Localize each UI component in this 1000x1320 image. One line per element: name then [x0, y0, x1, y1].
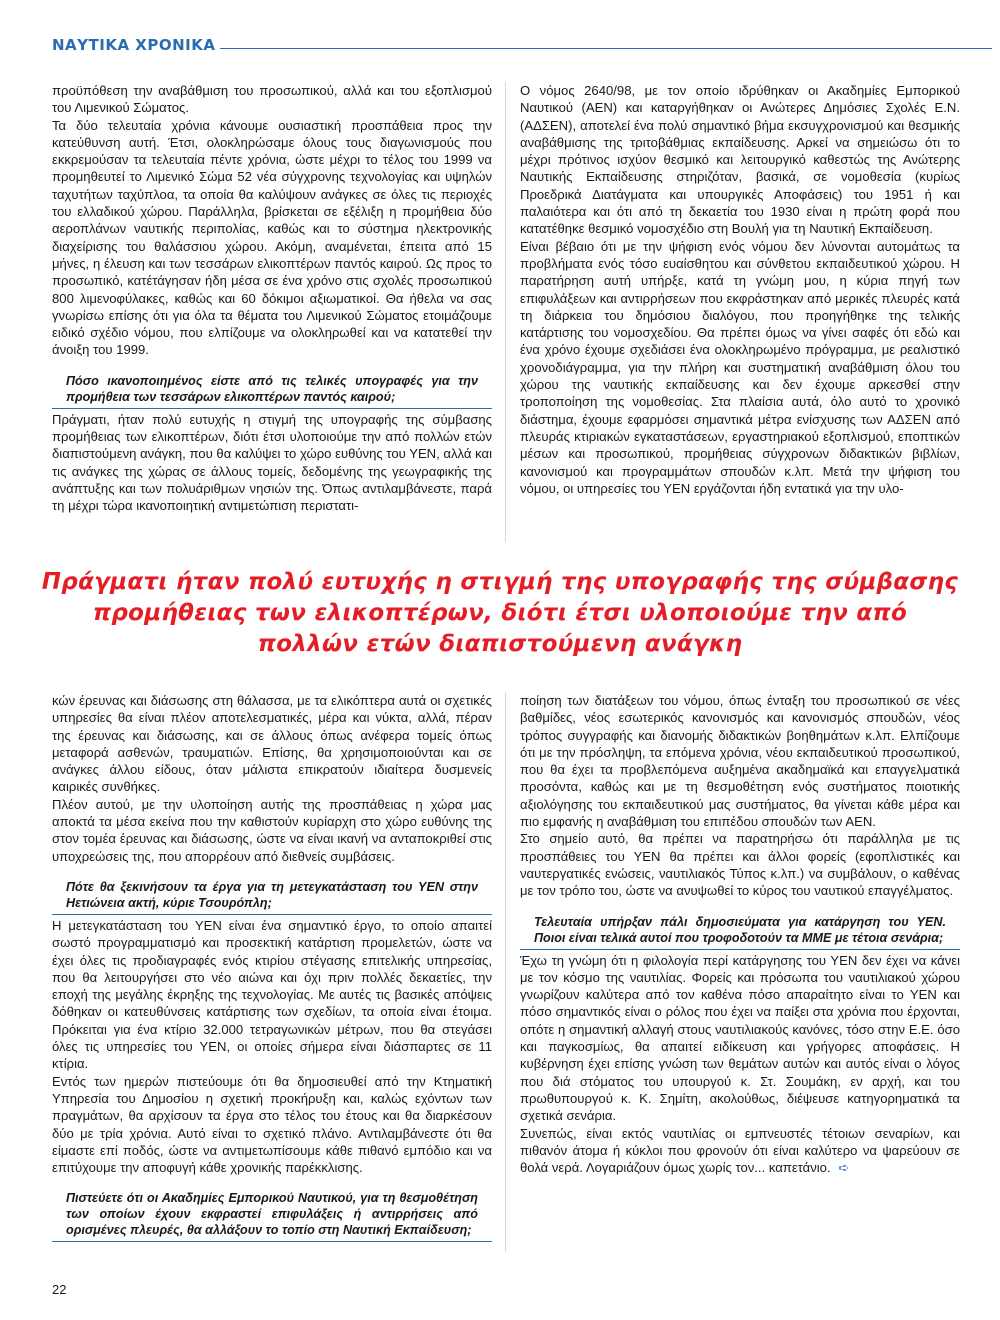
paragraph: ποίηση των διατάξεων του νόμου, όπως ένταξη του προσωπικού σε νέες βαθμίδες, νέος εσωτερικός κανονισμός και κανονισμός σπουδών, νέος τρόπος συγγραφής και διανομής διδακτικών βοηθημάτων κ.λπ. Ελπίζουμε ότι με την πρόσληψη, τα επόμενα χρόνια, νέου εκπαιδευτικού προσωπικού, που θα έχει τα προβλεπόμενα αυξημένα ακαδημαϊκά και επαγγελματικά προσόντα, καθώς και με τη θεσμοθέτηση ενός συστήματος ποιοτικής αξιολόγησης του εκπαιδευτικού μας συστήματος, θα γίνεται κάθε μέρα και πιο εμφανής η αναβάθμιση του επιπέδου σπουδών των ΑΕΝ.	[520, 693, 960, 830]
pull-quote: Πράγματι ήταν πολύ ευτυχής η στιγμή της υπογραφής της σύμβασης προμήθειας των ελικοπτέρων, διότι έτσι υλοποιούμε την από πολλών ετών διαπιστούμενη ανάγκη	[41, 569, 959, 657]
paragraph: Η μετεγκατάσταση του ΥΕΝ είναι ένα σημαντικό έργο, το οποίο απαιτεί σωστό προγραμματισμό και προσεκτική κατάρτιση προμελετών, ώστε να έχει όλες τις προδιαγραφές ενός κτιρίου στέγασης επιτελικής υπηρεσίας, που θα λειτουργήσει στο νέο αιώνα και όχι πριν πολλές δεκαετίες, την εποχή της μεγάλης έκρηξης της τεχνολογίας. Με αυτές τις βασικές απόψεις δόθηκαν οι κατευθύνσεις κατάρτισης των σχεδίων, τα οποία είναι έτοιμα. Πρόκειται για ένα κτίριο 32.000 τετραγωνικών μέτρων, που θα στεγάσει όλες τις υπηρεσίες του ΥΕΝ, οι οποίες σήμερα είναι διάσπαρτες σε 11 κτίρια.	[52, 917, 492, 1072]
paragraph: Έχω τη γνώμη ότι η φιλολογία περί κατάργησης του ΥΕΝ δεν έχει να κάνει με τον κόσμο της ναυτιλίας. Φορείς και πρόσωπα του ναυτιλιακού χώρου γνωρίζουν καλύτερα από τον καθένα πόσο απαραίτητο είναι το ΥΕΝ και πόσο σημαντικός είναι ο ρόλος που έχει να παίξει στα χρόνια που έρχονται, οπότε η σημαντική αλλαγή στους ναυτιλιακούς κανόνες, τόσο στην Ε.Ε. όσο και παγκοσμίως, θα απαιτεί ειδίκευση και γρήγορες αποφάσεις. Η κυβέρνηση έχει επίσης γνώση των θεμάτων αυτών και αυτός είναι ο λόγος που διά στόματος του υπουργού κ. Στ. Σουμάκη, εν αρχή, και του πρωθυπουργού κ. Κ. Σημίτη, ακολούθως, διέψευσε κατηγορηματικά τα σχετικά σενάρια.	[520, 952, 960, 1124]
paragraph: Είναι βέβαιο ότι με την ψήφιση ενός νόμου δεν λύνονται αυτομάτως τα προβλήματα ενός τόσο ευαίσθητου και σύνθετου εκπαιδευτικού χώρου. Η παρατήρηση αυτή υπήρξε, κατά τη γνώμη μου, η κύρια πηγή των επιφυλάξεων και αντιρρήσεων που εκφράστηκαν από μερικές πλευρές κατά τη διάρκεια του δημόσιου διαλόγου, που προηγήθηκε της τελικής κατάρτισης του νομοσχεδίου. Θα πρέπει όμως να γίνει σαφές ότι εδώ και ένα χρόνο έχουμε σχεδιάσει ένα ολοκληρωμένο πρόγραμμα, με ρεαλιστικό χρονοδιάγραμμα, για την πλήρη και συστηματική αναβάθμιση όλου του χώρου της ναυτικής εκπαίδευσης και δεν έχουμε αρκεσθεί στην τροποποίηση της νομοθεσίας. Στα πλαίσια αυτά, όλο αυτό το χρονικό διάστημα, έχουμε εφαρμόσει σημαντικά μέτρα ενίσχυσης των ΑΔΣΕΝ από πλευράς κτιριακών εγκαταστάσεων, εργαστηριακού εξοπλισμού, εποπτικών μέσων και προσωπικού, προμήθειας σύγχρονων διδακτικών βιβλίων, κανονισμού και προγραμμάτων σπουδών κ.λπ. Μετά την ψήφιση του νόμου, οι υπηρεσίες του ΥΕΝ εργάζονται ήδη εντατικά για την υλο-	[520, 238, 960, 496]
running-header	[52, 36, 992, 58]
final-sentence: Συνεπώς, είναι εκτός ναυτιλίας οι εμπνευστές τέτοιων σεναρίων, και πιθανόν άτομα ή κύκλοι που φρονούν ότι είναι καλύτερο να ψαρεύουν σε θολά νερά. Λογαριάζουν όμως χωρίς τον... καπετάνιο.	[520, 1125, 960, 1176]
paragraph: κών έρευνας και διάσωσης στη θάλασσα, με τα ελικόπτερα αυτά οι σχετικές υπηρεσίες θα είναι πλέον αποτελεσματικές, μέρα και νύκτα, αλλά, πέραν της έρευνας και διάσωσης, και σε άλλους όπως ανέφερα τομείς όπως μεταφορά ασθενών, τραυματιών. Επίσης, θα χρησιμοποιούνται και σε ανάγκες άλλου είδους, όταν μάλιστα επικρατούν ιδιαίτερα δυσμενείς καιρικές συνθήκες.	[52, 693, 492, 795]
column-2	[520, 82, 960, 497]
paragraph	[520, 1125, 960, 1177]
interview-question: Πιστεύετε ότι οι Ακαδημίες Εμπορικού Ναυτικού, για τη θεσμοθέτηση των οποίων έχουν εκφραστεί επιφυλάξεις ή αντιρρήσεις από ορισμένες πλευρές, θα αλλάξουν το τοπίο στη Ναυτική Εκπαίδευση;	[52, 1190, 492, 1242]
header-rule	[220, 48, 992, 49]
paragraph: Τα δύο τελευταία χρόνια κάνουμε ουσιαστική προσπάθεια προς την κατεύθυνση αυτή. Έτσι, ολοκληρώσαμε όλους τους διαγωνισμούς που εκκρεμούσαν τα τελευταία πέντε χρόνια, ώστε μέχρι το τέλος του 1999 να προμηθευτεί το Λιμενικό Σώμα 52 νέα σύγχρονης τεχνολογίας και υψηλών ταχυτήτων ταχύπλοα, τα οποία θα καλύψουν ανάγκες σε όλες τις περιοχές του ελλαδικού χώρου. Παράλληλα, βρίσκεται σε εξέλιξη η προμήθεια δύο αεροπλάνων ναυτικής περιπολίας, καθώς και το σύστημα ηλεκτρονικής διαχείρισης του θαλάσσιου χώρου. Ακόμη, αναμένεται, έπειτα από 15 μήνες, η έλευση και των τεσσάρων ελικοπτέρων παντός καιρού. Ως προς το προσωπικό, κατέτάγησαν ήδη μέσα σε ένα χρόνο στις σχολές προσωπικού 800 λιμενοφύλακες, καθώς και 60 δόκιμοι αξιωματικοί. Θα ήθελα να σας γνωρίσω επίσης ότι για όλα τα θέματα του Λιμενικού Σώματος ετοιμάζουμε ειδικό σχέδιο νόμου, που ελπίζουμε να ολοκληρωθεί και να κατατεθεί την άνοιξη του 1999.	[52, 117, 492, 358]
column-3	[52, 692, 492, 1244]
paragraph: Πλέον αυτού, με την υλοποίηση αυτής της προσπάθειας η χώρα μας αποκτά τα μέσα εκείνα που την καθιστούν κυρίαρχη στο χώρο ευθύνης της στον τομέα έρευνας και διάσωσης, ώστε να είναι ικανή να ανταποκριθεί στις υποχρεώσεις της, που απορρέουν από διεθνείς συμβάσεις.	[52, 796, 492, 864]
paragraph: Ο νόμος 2640/98, με τον οποίο ιδρύθηκαν οι Ακαδημίες Εμπορικού Ναυτικού (ΑΕΝ) και καταργήθηκαν οι Ανώτερες Δημόσιες Σχολές Ε.Ν. (ΑΔΣΕΝ), αποτελεί ένα πολύ σημαντικό βήμα εκσυγχρονισμού και θεσμικής αναβάθμισης της τριτοβάθμιας εκπαίδευσης. Αρκεί να σημειώσω ότι το μέχρι πρότινος ισχύον θεσμικό και λειτουργικό καθεστώς της Ανώτερης Ναυτικής Εκπαίδευσης στηριζόταν, βασικά, σε νομοθεσία (κυρίως Προεδρικά Διατάγματα και υπουργικές Αποφάσεις) του 1951 ή και παλαιότερα και ότι από τη δεκαετία του 1930 είναι η πρώτη φορά που κατατέθηκε θεσμικό νομοσχέδιο στη Βουλή για τη Ναυτική Εκπαίδευση.	[520, 83, 960, 237]
paragraph: Πράγματι, ήταν πολύ ευτυχής η στιγμή της υπογραφής της σύμβασης προμήθειας των ελικοπτέρων, διότι έτσι υλοποιούμε την από πολλών ετών διαπιστούμενη ανάγκη, που θα καλύψει το χώρο ευθύνης του ΥΕΝ, αλλά και τις ανάγκες της χώρας σε άλλους τομείς, δεδομένης της γεωγραφικής της ανάπτυξης και των πολυάριθμων νησιών της. Όπως αντιλαμβάνεστε, παρά τη μέχρι τώρα ικανοποιητική αντιμετώπιση περιστατι-	[52, 411, 492, 514]
interview-question: Πόσο ικανοποιημένος είστε από τις τελικές υπογραφές για την προμήθεια των τεσσάρων ελικοπτέρων παντός καιρού;	[52, 373, 492, 409]
interview-question: Τελευταία υπήρξαν πάλι δημοσιεύματα για κατάργηση του ΥΕΝ. Ποιοι είναι τελικά αυτοί που τροφοδοτούν τα ΜΜΕ με τέτοια σενάρια;	[520, 914, 960, 950]
column-divider-bottom	[505, 692, 506, 1252]
column-1	[52, 82, 492, 515]
column-divider-top	[505, 82, 506, 542]
paragraph: προϋπόθεση την αναβάθμιση του προσωπικού, αλλά και του εξοπλισμού του Λιμενικού Σώματος.	[52, 83, 492, 116]
paragraph: Εντός των ημερών πιστεύουμε ότι θα δημοσιευθεί από την Κτηματική Υπηρεσία του Δημοσίου η σχετική προκήρυξη και, καλώς εχόντων των πραγμάτων, θα αρχίσουν τα έργα στο τέλος του έτους και θα διαρκέσουν δύο με τρία χρόνια. Αυτό είναι το σχετικό πλάνο. Αντιλαμβάνεστε ότι θα είμαστε επί ποδός, ώστε να αντιμετωπίσουμε κάθε πιθανό εμπόδιο και να επιτύχουμε την αποφυγή κάθε χρονικής παρέκκλισης.	[52, 1073, 492, 1176]
arrow-continue-icon: ➪	[838, 1160, 850, 1176]
interview-question: Πότε θα ξεκινήσουν τα έργα για τη μετεγκατάσταση του ΥΕΝ στην Ηετιώνεια ακτή, κύριε Τσουρόπλη;	[52, 879, 492, 915]
paragraph: Στο σημείο αυτό, θα πρέπει να παρατηρήσω ότι παράλληλα με τις προσπάθειες του ΥΕΝ θα πρέπει και άλλοι φορείς (εφοπλιστικές και ναυτεργατικές ενώσεις, ναυτιλιακός Τύπος κ.λπ.) να συμβάλουν, ο καθένας με τον τρόπο του, ώστε να ανυψωθεί το κύρος του ναυτικού επαγγέλματος.	[520, 831, 960, 899]
column-4	[520, 692, 960, 1176]
magazine-title: ΝΑΥΤΙΚΑ ΧΡΟΝΙΚΑ	[52, 36, 216, 54]
page-number: 22	[52, 1282, 67, 1297]
